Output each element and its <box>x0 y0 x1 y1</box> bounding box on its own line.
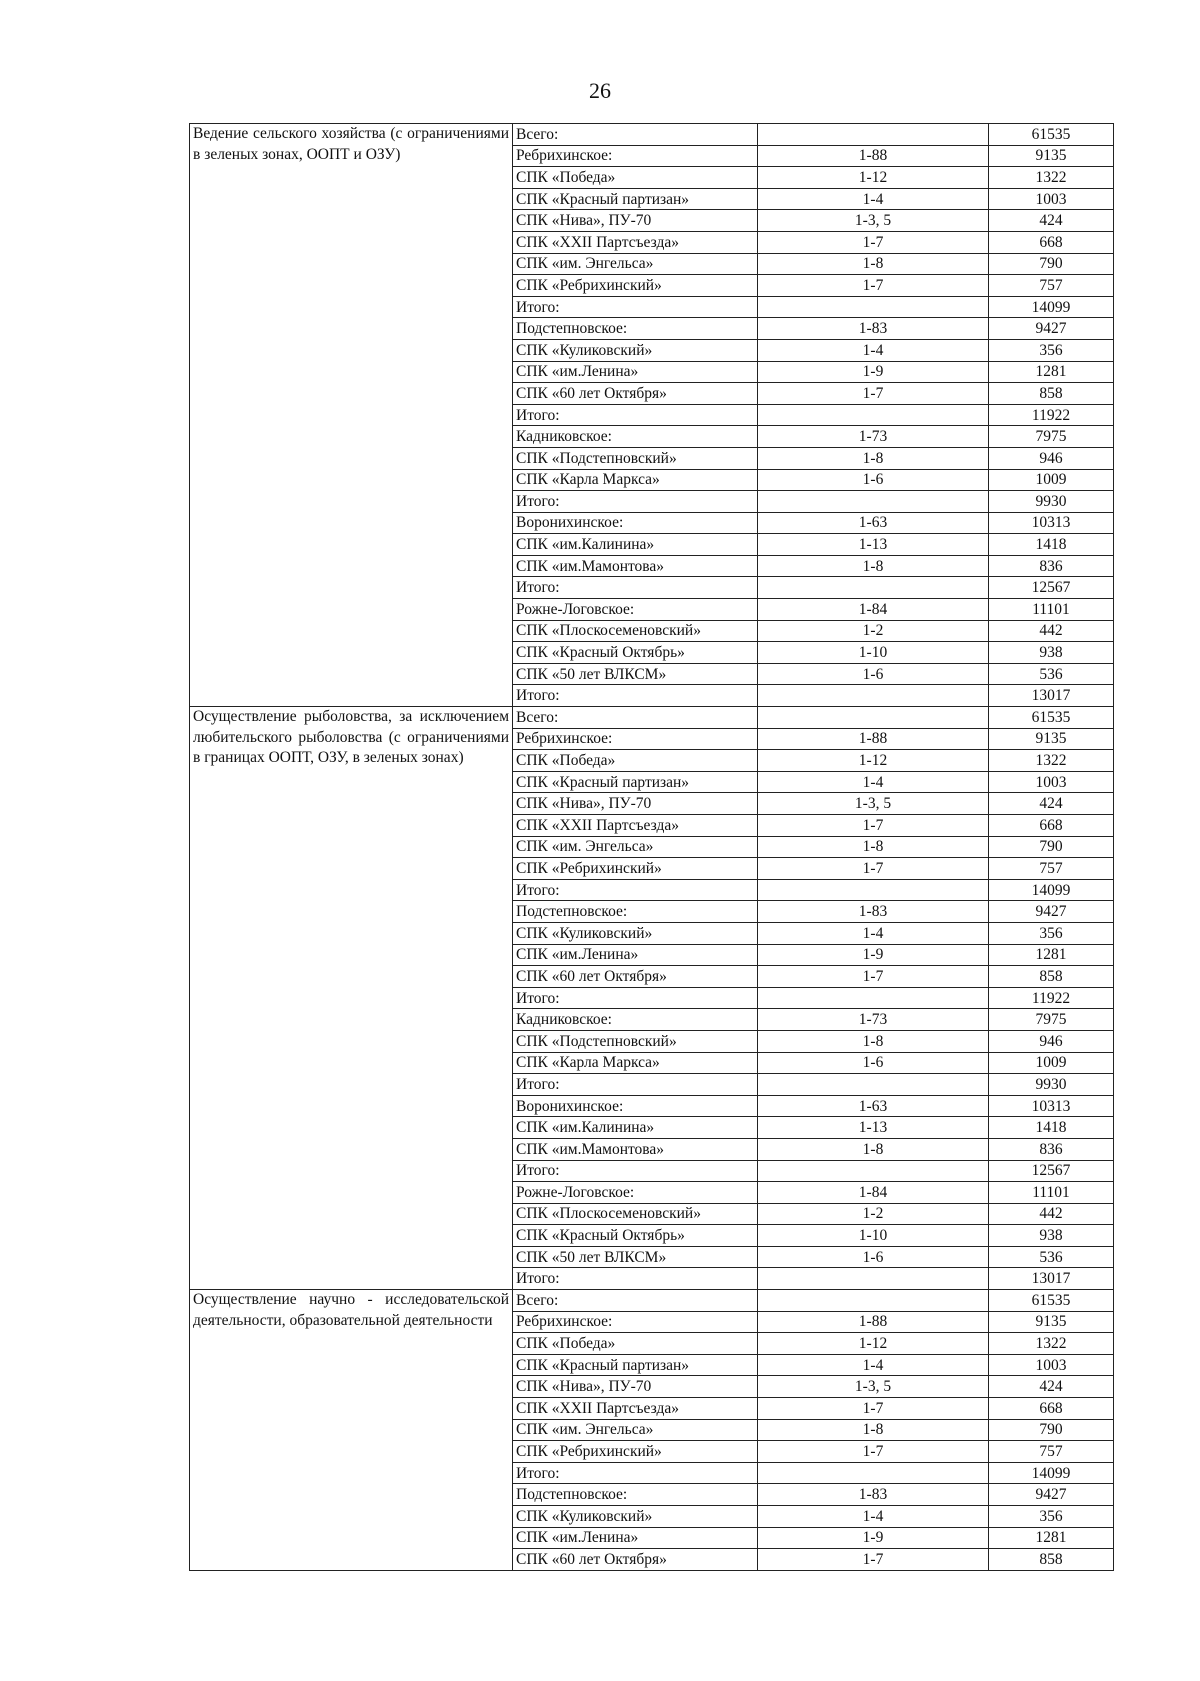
area-range-cell: 1-83 <box>758 1484 989 1506</box>
area-range-cell: 1-4 <box>758 1354 989 1376</box>
value-cell: 14099 <box>989 1462 1114 1484</box>
area-range-cell <box>758 491 989 513</box>
area-range-cell: 1-7 <box>758 231 989 253</box>
area-range-cell <box>758 879 989 901</box>
settlement-name-cell: СПК «50 лет ВЛКСМ» <box>513 663 758 685</box>
settlement-name-cell: СПК «Карла Маркса» <box>513 469 758 491</box>
value-cell: 1418 <box>989 534 1114 556</box>
settlement-name-cell: СПК «Ребрихинский» <box>513 275 758 297</box>
area-range-cell <box>758 1290 989 1312</box>
value-cell: 946 <box>989 1030 1114 1052</box>
value-cell: 1322 <box>989 1333 1114 1355</box>
area-range-cell <box>758 404 989 426</box>
settlement-name-cell: СПК «Красный партизан» <box>513 188 758 210</box>
area-range-cell: 1-8 <box>758 555 989 577</box>
settlement-name-cell: СПК «Красный партизан» <box>513 1354 758 1376</box>
land-use-table <box>189 123 1114 1571</box>
settlement-name-cell: Всего: <box>513 1290 758 1312</box>
area-range-cell: 1-12 <box>758 1333 989 1355</box>
area-range-cell: 1-7 <box>758 1549 989 1571</box>
value-cell: 10313 <box>989 1095 1114 1117</box>
settlement-name-cell: СПК «им.Ленина» <box>513 361 758 383</box>
settlement-name-cell: СПК «им. Энгельса» <box>513 1419 758 1441</box>
settlement-name-cell: Итого: <box>513 1268 758 1290</box>
value-cell: 9135 <box>989 728 1114 750</box>
settlement-name-cell: Итого: <box>513 296 758 318</box>
value-cell: 9427 <box>989 318 1114 340</box>
area-range-cell: 1-7 <box>758 815 989 837</box>
area-range-cell: 1-88 <box>758 145 989 167</box>
value-cell: 790 <box>989 836 1114 858</box>
area-range-cell: 1-8 <box>758 1419 989 1441</box>
settlement-name-cell: Рожне-Логовское: <box>513 1182 758 1204</box>
area-range-cell: 1-83 <box>758 318 989 340</box>
settlement-name-cell: СПК «Подстепновский» <box>513 1030 758 1052</box>
value-cell: 14099 <box>989 879 1114 901</box>
settlement-name-cell: СПК «Нива», ПУ-70 <box>513 793 758 815</box>
area-range-cell <box>758 1074 989 1096</box>
settlement-name-cell: Итого: <box>513 1160 758 1182</box>
value-cell: 356 <box>989 922 1114 944</box>
area-range-cell: 1-13 <box>758 534 989 556</box>
settlement-name-cell: СПК «им.Калинина» <box>513 1117 758 1139</box>
area-range-cell: 1-3, 5 <box>758 210 989 232</box>
settlement-name-cell: СПК «им.Мамонтова» <box>513 555 758 577</box>
value-cell: 668 <box>989 1398 1114 1420</box>
value-cell: 12567 <box>989 1160 1114 1182</box>
area-range-cell <box>758 685 989 707</box>
area-range-cell: 1-8 <box>758 836 989 858</box>
value-cell: 668 <box>989 231 1114 253</box>
value-cell: 757 <box>989 1441 1114 1463</box>
area-range-cell: 1-8 <box>758 1138 989 1160</box>
value-cell: 1418 <box>989 1117 1114 1139</box>
table-body <box>190 124 1114 1571</box>
settlement-name-cell: СПК «Ребрихинский» <box>513 858 758 880</box>
settlement-name-cell: Воронихинское: <box>513 512 758 534</box>
area-range-cell <box>758 1462 989 1484</box>
value-cell: 9930 <box>989 1074 1114 1096</box>
area-range-cell: 1-7 <box>758 1441 989 1463</box>
value-cell: 9135 <box>989 1311 1114 1333</box>
value-cell: 790 <box>989 253 1114 275</box>
settlement-name-cell: СПК «Куликовский» <box>513 922 758 944</box>
area-range-cell: 1-8 <box>758 447 989 469</box>
settlement-name-cell: СПК «Нива», ПУ-70 <box>513 210 758 232</box>
settlement-name-cell: Ребрихинское: <box>513 1311 758 1333</box>
value-cell: 9930 <box>989 491 1114 513</box>
area-range-cell: 1-4 <box>758 922 989 944</box>
area-range-cell: 1-73 <box>758 1009 989 1031</box>
area-range-cell: 1-2 <box>758 620 989 642</box>
settlement-name-cell: СПК «Победа» <box>513 1333 758 1355</box>
value-cell: 11922 <box>989 404 1114 426</box>
settlement-name-cell: СПК «Куликовский» <box>513 1506 758 1528</box>
value-cell: 1322 <box>989 750 1114 772</box>
value-cell: 9427 <box>989 901 1114 923</box>
value-cell: 536 <box>989 1246 1114 1268</box>
settlement-name-cell: Итого: <box>513 1462 758 1484</box>
area-range-cell: 1-4 <box>758 339 989 361</box>
value-cell: 1003 <box>989 771 1114 793</box>
table-row <box>190 707 1114 729</box>
settlement-name-cell: СПК «Победа» <box>513 167 758 189</box>
settlement-name-cell: СПК «Подстепновский» <box>513 447 758 469</box>
area-range-cell: 1-88 <box>758 728 989 750</box>
area-range-cell <box>758 124 989 146</box>
area-range-cell: 1-9 <box>758 944 989 966</box>
settlement-name-cell: СПК «Плоскосеменовский» <box>513 620 758 642</box>
value-cell: 61535 <box>989 1290 1114 1312</box>
area-range-cell <box>758 577 989 599</box>
area-range-cell: 1-84 <box>758 1182 989 1204</box>
settlement-name-cell: СПК «60 лет Октября» <box>513 966 758 988</box>
area-range-cell: 1-73 <box>758 426 989 448</box>
settlement-name-cell: Итого: <box>513 404 758 426</box>
settlement-name-cell: Подстепновское: <box>513 318 758 340</box>
activity-cell: Осуществление научно - исследовательской деятельности, образовательной деятельности <box>190 1290 513 1571</box>
value-cell: 9135 <box>989 145 1114 167</box>
settlement-name-cell: СПК «Красный партизан» <box>513 771 758 793</box>
value-cell: 1003 <box>989 188 1114 210</box>
area-range-cell: 1-6 <box>758 1052 989 1074</box>
value-cell: 61535 <box>989 707 1114 729</box>
value-cell: 1281 <box>989 944 1114 966</box>
area-range-cell: 1-10 <box>758 1225 989 1247</box>
settlement-name-cell: СПК «им.Калинина» <box>513 534 758 556</box>
area-range-cell: 1-7 <box>758 966 989 988</box>
settlement-name-cell: Итого: <box>513 987 758 1009</box>
settlement-name-cell: Итого: <box>513 491 758 513</box>
area-range-cell <box>758 296 989 318</box>
area-range-cell: 1-7 <box>758 858 989 880</box>
area-range-cell: 1-7 <box>758 1398 989 1420</box>
value-cell: 13017 <box>989 1268 1114 1290</box>
area-range-cell: 1-84 <box>758 599 989 621</box>
settlement-name-cell: СПК «XXII Партсъезда» <box>513 815 758 837</box>
value-cell: 442 <box>989 1203 1114 1225</box>
area-range-cell: 1-63 <box>758 512 989 534</box>
area-range-cell: 1-2 <box>758 1203 989 1225</box>
value-cell: 13017 <box>989 685 1114 707</box>
value-cell: 1009 <box>989 469 1114 491</box>
value-cell: 442 <box>989 620 1114 642</box>
activity-cell: Ведение сельского хозяйства (с ограничениями в зеленых зонах, ООПТ и ОЗУ) <box>190 124 513 707</box>
value-cell: 836 <box>989 555 1114 577</box>
value-cell: 1281 <box>989 361 1114 383</box>
settlement-name-cell: Итого: <box>513 685 758 707</box>
settlement-name-cell: СПК «им.Ленина» <box>513 944 758 966</box>
value-cell: 7975 <box>989 1009 1114 1031</box>
area-range-cell: 1-6 <box>758 663 989 685</box>
value-cell: 11101 <box>989 1182 1114 1204</box>
area-range-cell: 1-7 <box>758 275 989 297</box>
value-cell: 424 <box>989 1376 1114 1398</box>
area-range-cell: 1-4 <box>758 188 989 210</box>
area-range-cell: 1-10 <box>758 642 989 664</box>
value-cell: 1003 <box>989 1354 1114 1376</box>
area-range-cell: 1-3, 5 <box>758 793 989 815</box>
settlement-name-cell: Итого: <box>513 879 758 901</box>
value-cell: 757 <box>989 275 1114 297</box>
value-cell: 61535 <box>989 124 1114 146</box>
settlement-name-cell: СПК «Красный Октябрь» <box>513 642 758 664</box>
value-cell: 1322 <box>989 167 1114 189</box>
settlement-name-cell: Рожне-Логовское: <box>513 599 758 621</box>
settlement-name-cell: СПК «XXII Партсъезда» <box>513 231 758 253</box>
area-range-cell: 1-63 <box>758 1095 989 1117</box>
settlement-name-cell: СПК «Куликовский» <box>513 339 758 361</box>
value-cell: 836 <box>989 1138 1114 1160</box>
settlement-name-cell: Итого: <box>513 1074 758 1096</box>
table-row <box>190 1290 1114 1312</box>
settlement-name-cell: СПК «им. Энгельса» <box>513 253 758 275</box>
area-range-cell: 1-6 <box>758 1246 989 1268</box>
settlement-name-cell: Воронихинское: <box>513 1095 758 1117</box>
value-cell: 356 <box>989 339 1114 361</box>
table-row <box>190 124 1114 146</box>
settlement-name-cell: Кадниковское: <box>513 426 758 448</box>
value-cell: 10313 <box>989 512 1114 534</box>
area-range-cell: 1-88 <box>758 1311 989 1333</box>
value-cell: 11922 <box>989 987 1114 1009</box>
settlement-name-cell: СПК «60 лет Октября» <box>513 383 758 405</box>
area-range-cell: 1-83 <box>758 901 989 923</box>
area-range-cell: 1-12 <box>758 167 989 189</box>
settlement-name-cell: СПК «Победа» <box>513 750 758 772</box>
settlement-name-cell: Ребрихинское: <box>513 728 758 750</box>
value-cell: 858 <box>989 966 1114 988</box>
value-cell: 757 <box>989 858 1114 880</box>
area-range-cell: 1-7 <box>758 383 989 405</box>
value-cell: 858 <box>989 1549 1114 1571</box>
settlement-name-cell: Ребрихинское: <box>513 145 758 167</box>
settlement-name-cell: СПК «Плоскосеменовский» <box>513 1203 758 1225</box>
area-range-cell: 1-9 <box>758 361 989 383</box>
area-range-cell <box>758 1268 989 1290</box>
settlement-name-cell: Подстепновское: <box>513 901 758 923</box>
settlement-name-cell: Всего: <box>513 707 758 729</box>
settlement-name-cell: СПК «Красный Октябрь» <box>513 1225 758 1247</box>
settlement-name-cell: СПК «им. Энгельса» <box>513 836 758 858</box>
settlement-name-cell: СПК «Нива», ПУ-70 <box>513 1376 758 1398</box>
value-cell: 1009 <box>989 1052 1114 1074</box>
settlement-name-cell: СПК «Карла Маркса» <box>513 1052 758 1074</box>
settlement-name-cell: СПК «им.Мамонтова» <box>513 1138 758 1160</box>
settlement-name-cell: СПК «Ребрихинский» <box>513 1441 758 1463</box>
area-range-cell: 1-4 <box>758 1506 989 1528</box>
settlement-name-cell: Кадниковское: <box>513 1009 758 1031</box>
value-cell: 1281 <box>989 1527 1114 1549</box>
settlement-name-cell: СПК «60 лет Октября» <box>513 1549 758 1571</box>
area-range-cell: 1-4 <box>758 771 989 793</box>
area-range-cell: 1-3, 5 <box>758 1376 989 1398</box>
area-range-cell <box>758 707 989 729</box>
activity-cell: Осуществление рыболовства, за исключением любительского рыболовства (с ограничениями в границах ООПТ, ОЗУ, в зеленых зонах) <box>190 707 513 1290</box>
settlement-name-cell: Итого: <box>513 577 758 599</box>
area-range-cell <box>758 1160 989 1182</box>
settlement-name-cell: Подстепновское: <box>513 1484 758 1506</box>
value-cell: 9427 <box>989 1484 1114 1506</box>
value-cell: 938 <box>989 642 1114 664</box>
value-cell: 424 <box>989 793 1114 815</box>
area-range-cell: 1-8 <box>758 253 989 275</box>
area-range-cell: 1-9 <box>758 1527 989 1549</box>
page-number: 26 <box>589 78 611 103</box>
settlement-name-cell: СПК «им.Ленина» <box>513 1527 758 1549</box>
area-range-cell: 1-6 <box>758 469 989 491</box>
value-cell: 536 <box>989 663 1114 685</box>
value-cell: 790 <box>989 1419 1114 1441</box>
value-cell: 7975 <box>989 426 1114 448</box>
value-cell: 14099 <box>989 296 1114 318</box>
area-range-cell: 1-8 <box>758 1030 989 1052</box>
value-cell: 946 <box>989 447 1114 469</box>
value-cell: 938 <box>989 1225 1114 1247</box>
settlement-name-cell: СПК «50 лет ВЛКСМ» <box>513 1246 758 1268</box>
value-cell: 12567 <box>989 577 1114 599</box>
area-range-cell: 1-12 <box>758 750 989 772</box>
area-range-cell <box>758 987 989 1009</box>
settlement-name-cell: СПК «XXII Партсъезда» <box>513 1398 758 1420</box>
area-range-cell: 1-13 <box>758 1117 989 1139</box>
value-cell: 668 <box>989 815 1114 837</box>
settlement-name-cell: Всего: <box>513 124 758 146</box>
value-cell: 11101 <box>989 599 1114 621</box>
value-cell: 356 <box>989 1506 1114 1528</box>
value-cell: 424 <box>989 210 1114 232</box>
value-cell: 858 <box>989 383 1114 405</box>
